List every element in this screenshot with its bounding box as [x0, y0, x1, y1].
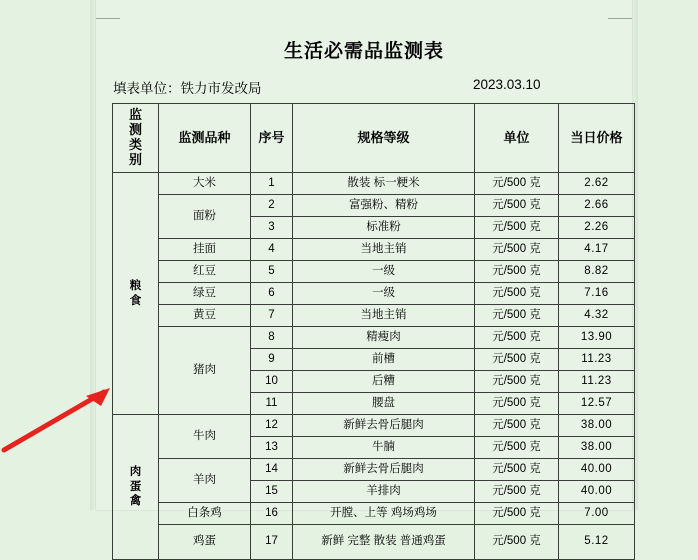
no-cell: 6 [251, 283, 293, 305]
unit-cell: 元/500 克 [475, 327, 559, 349]
no-cell: 7 [251, 305, 293, 327]
price-cell: 8.82 [559, 261, 635, 283]
price-cell: 12.57 [559, 393, 635, 415]
unit-cell: 元/500 克 [475, 195, 559, 217]
variety-cell: 大米 [159, 173, 251, 195]
price-cell: 2.66 [559, 195, 635, 217]
unit-cell: 元/500 克 [475, 459, 559, 481]
price-cell: 4.17 [559, 239, 635, 261]
unit-cell: 元/500 克 [475, 173, 559, 195]
filling-unit-label: 填表单位：铁力市发改局 [113, 81, 262, 96]
unit-cell: 元/500 克 [475, 503, 559, 525]
table-row [113, 173, 635, 195]
unit-cell: 元/500 克 [475, 305, 559, 327]
no-cell: 12 [251, 415, 293, 437]
page-left-edge [90, 0, 96, 510]
spec-cell: 富强粉、精粉 [293, 195, 475, 217]
spec-cell: 开膛、上等 鸡场鸡场 [293, 503, 475, 525]
spec-cell: 羊排肉 [293, 481, 475, 503]
column-header-variety: 监测品种 [159, 104, 251, 173]
column-header-no: 序号 [251, 104, 293, 173]
price-cell: 2.62 [559, 173, 635, 195]
spec-cell: 当地主销 [293, 305, 475, 327]
table-row [113, 261, 635, 283]
price-cell: 7.00 [559, 503, 635, 525]
price-cell: 38.00 [559, 415, 635, 437]
no-cell: 4 [251, 239, 293, 261]
variety-cell: 白条鸡 [159, 503, 251, 525]
header-char: 别 [128, 151, 142, 167]
table-row [113, 503, 635, 525]
category-char: 食 [129, 294, 143, 307]
column-header-price: 当日价格 [559, 104, 635, 173]
price-cell: 13.90 [559, 327, 635, 349]
unit-cell: 元/500 克 [475, 283, 559, 305]
page-title: 生活必需品监测表 [283, 41, 444, 62]
unit-cell: 元/500 克 [475, 239, 559, 261]
table-row [113, 239, 635, 261]
column-header-spec: 规格等级 [293, 104, 475, 173]
column-header-unit: 单位 [475, 104, 559, 173]
header-char: 测 [128, 122, 142, 138]
table-row [113, 283, 635, 305]
variety-cell: 红豆 [159, 261, 251, 283]
unit-cell: 元/500 克 [475, 415, 559, 437]
column-header-category [113, 104, 159, 173]
monitor-table [112, 103, 635, 560]
no-cell: 16 [251, 503, 293, 525]
category-char: 粮 [129, 280, 143, 293]
variety-cell: 面粉 [159, 195, 251, 239]
no-cell: 11 [251, 393, 293, 415]
no-cell: 17 [251, 525, 293, 560]
price-cell: 2.26 [559, 217, 635, 239]
unit-cell: 元/500 克 [475, 261, 559, 283]
price-cell: 11.23 [559, 371, 635, 393]
table-header-row [113, 104, 635, 173]
no-cell: 5 [251, 261, 293, 283]
price-cell: 11.23 [559, 349, 635, 371]
no-cell: 10 [251, 371, 293, 393]
category-cell-grain [113, 173, 159, 415]
variety-cell: 猪肉 [159, 327, 251, 415]
price-cell: 40.00 [559, 481, 635, 503]
unit-cell: 元/500 克 [475, 371, 559, 393]
spec-cell: 后糟 [293, 371, 475, 393]
variety-cell: 鸡蛋 [159, 525, 251, 560]
table-row [113, 459, 635, 481]
no-cell: 14 [251, 459, 293, 481]
table-row [113, 305, 635, 327]
table-row [113, 327, 635, 349]
unit-cell: 元/500 克 [475, 481, 559, 503]
price-cell: 4.32 [559, 305, 635, 327]
table-row [113, 195, 635, 217]
variety-cell: 绿豆 [159, 283, 251, 305]
header-char: 类 [128, 137, 142, 152]
unit-cell: 元/500 克 [475, 393, 559, 415]
spec-cell: 一级 [293, 261, 475, 283]
no-cell: 8 [251, 327, 293, 349]
no-cell: 9 [251, 349, 293, 371]
price-cell: 40.00 [559, 459, 635, 481]
spec-cell: 一级 [293, 283, 475, 305]
category-cell-meat-egg-poultry [113, 415, 159, 560]
no-cell: 2 [251, 195, 293, 217]
spec-cell: 散装 标一粳米 [293, 173, 475, 195]
report-date: 2023.03.10 [473, 77, 541, 92]
price-cell: 5.12 [559, 525, 635, 560]
spec-cell: 新鲜 完整 散装 普通鸡蛋 [293, 525, 475, 560]
unit-cell: 元/500 克 [475, 437, 559, 459]
no-cell: 15 [251, 481, 293, 503]
header-char: 监 [128, 107, 142, 123]
variety-cell: 羊肉 [159, 459, 251, 503]
unit-cell: 元/500 克 [475, 217, 559, 239]
price-cell: 7.16 [559, 283, 635, 305]
table-row [113, 525, 635, 560]
spec-cell: 牛腩 [293, 437, 475, 459]
table-row [113, 415, 635, 437]
unit-cell: 元/500 克 [475, 349, 559, 371]
no-cell: 13 [251, 437, 293, 459]
spec-cell: 新鲜去骨后腿肉 [293, 415, 475, 437]
category-char: 肉 [129, 466, 143, 479]
unit-cell: 元/500 克 [475, 525, 559, 560]
spec-cell: 当地主销 [293, 239, 475, 261]
document-meta [113, 77, 619, 97]
spec-cell: 精瘦肉 [293, 327, 475, 349]
spec-cell: 标准粉 [293, 217, 475, 239]
category-char: 禽 [129, 495, 143, 508]
no-cell: 3 [251, 217, 293, 239]
spec-cell: 前槽 [293, 349, 475, 371]
category-char: 蛋 [129, 480, 143, 493]
variety-cell: 黄豆 [159, 305, 251, 327]
page-fold-mark-left [96, 18, 120, 19]
spec-cell: 新鲜去骨后腿肉 [293, 459, 475, 481]
price-cell: 38.00 [559, 437, 635, 459]
no-cell: 1 [251, 173, 293, 195]
variety-cell: 牛肉 [159, 415, 251, 459]
page-fold-mark-right [608, 18, 632, 19]
spec-cell: 腰盘 [293, 393, 475, 415]
variety-cell: 挂面 [159, 239, 251, 261]
